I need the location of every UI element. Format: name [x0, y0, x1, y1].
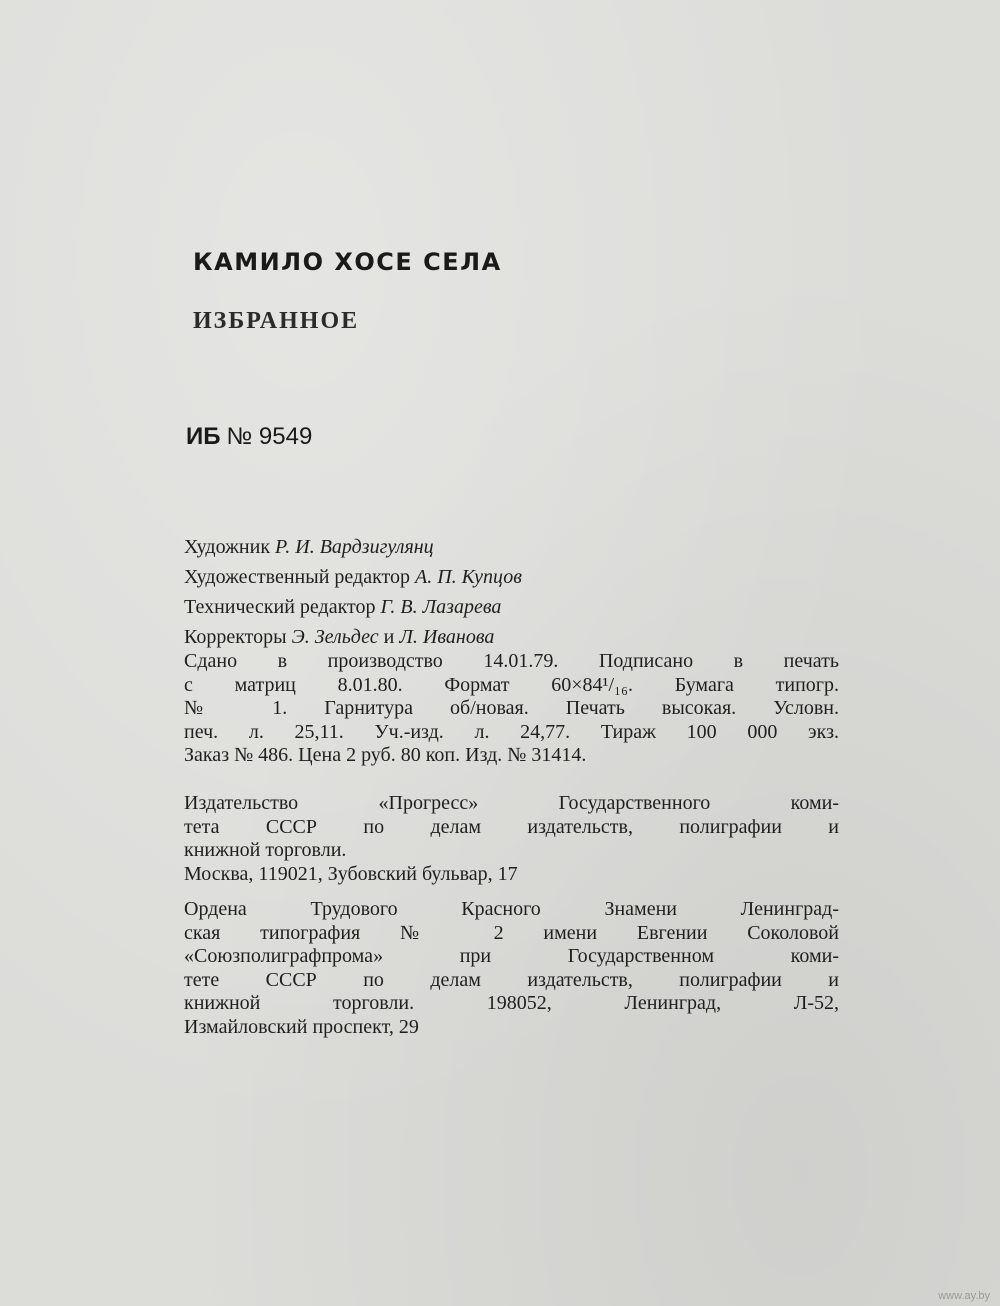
credit-name-second: Л. Иванова [399, 626, 495, 648]
publisher-line: Издательство «Прогресс» Государственного коми- [184, 792, 839, 814]
credit-role: Технический редактор [184, 596, 376, 618]
production-line: № 1. Гарнитура об/новая. Печать высокая. Условн. [184, 697, 839, 719]
credit-line-artist [184, 532, 839, 562]
ib-number [186, 423, 312, 451]
printer-details [184, 898, 839, 1039]
printer-line: ская типография № 2 имени Евгении Соколовой [184, 921, 839, 944]
credit-name: А. П. Купцов [415, 566, 522, 588]
credit-role: Художник [184, 536, 271, 558]
printer-line: тете СССР по делам издательств, полиграфии и [184, 968, 839, 991]
production-line: Сдано в производство 14.01.79. Подписано в печать [184, 650, 839, 672]
author-name: КАМИЛО ХОСЕ СЕЛА [193, 248, 502, 276]
credits-block [184, 532, 839, 652]
credit-line-art-editor [184, 562, 839, 592]
printer-address: Измайловский проспект, 29 [184, 1015, 419, 1038]
credit-name: Г. В. Лазарева [380, 596, 502, 618]
ib-value: № 9549 [226, 423, 313, 450]
printer-line: Ордена Трудового Красного Знамени Ленинград- [184, 898, 839, 920]
credit-name: Р. И. Вардзигулянц [275, 536, 434, 558]
watermark: www.ay.by [938, 1290, 990, 1302]
production-line: Заказ № 486. Цена 2 руб. 80 коп. Изд. № 31414. [184, 744, 587, 766]
credit-role: Корректоры [184, 626, 287, 648]
production-details [184, 650, 839, 768]
production-line: печ. л. 25,11. Уч.-изд. л. 24,77. Тираж 100 000 экз. [184, 720, 839, 743]
publisher-line: книжной торговли. [184, 839, 347, 861]
publisher-line: тета СССР по делам издательств, полиграфии и [184, 815, 839, 838]
credit-name: Э. Зельдес [291, 626, 379, 648]
printer-line: «Союзполиграфпрома» при Государственном коми- [184, 945, 839, 967]
credit-conjunction: и [383, 626, 395, 648]
printer-line: книжной торговли. 198052, Ленинград, Л-52, [184, 992, 839, 1014]
credit-line-tech-editor [184, 592, 839, 622]
credit-role: Художественный редактор [184, 566, 410, 588]
book-title: ИЗБРАННОЕ [193, 308, 360, 334]
publisher-details [184, 792, 839, 886]
production-line: с матриц 8.01.80. Формат 60×84¹/₁₆. Бумага типогр. [184, 673, 839, 696]
publisher-address: Москва, 119021, Зубовский бульвар, 17 [184, 862, 518, 885]
credit-line-proofreaders [184, 622, 839, 652]
ib-label: ИБ [186, 423, 221, 450]
